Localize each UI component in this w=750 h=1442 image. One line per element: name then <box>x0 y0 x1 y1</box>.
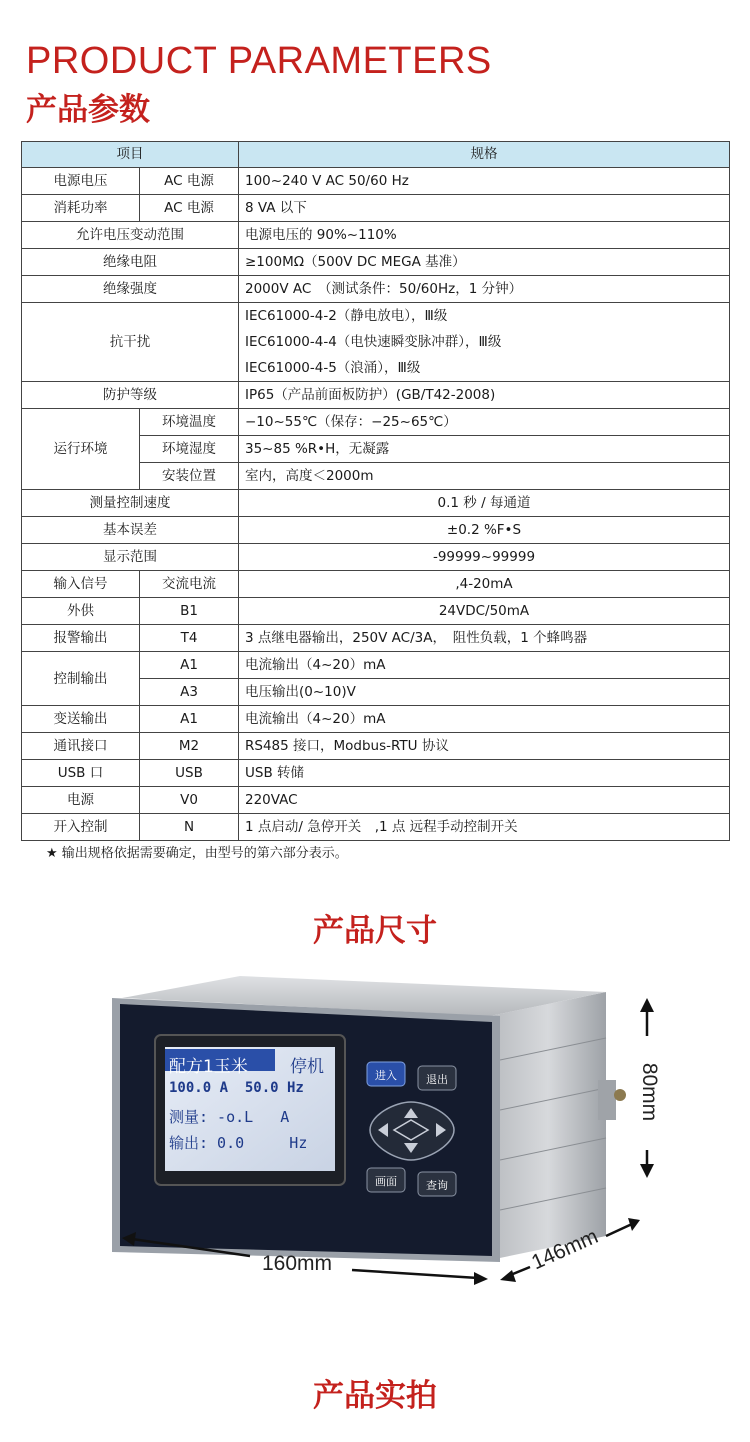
enter-button-label[interactable]: 进入 <box>375 1069 397 1082</box>
param-value: 电源电压的 90%~110% <box>239 222 730 249</box>
param-name: 通讯接口 <box>22 733 140 760</box>
param-value: IP65（产品前面板防护）(GB/T42-2008) <box>239 382 730 409</box>
exit-button-label[interactable]: 退出 <box>426 1073 448 1086</box>
param-name: USB 口 <box>22 760 140 787</box>
param-name: 控制输出 <box>22 652 140 706</box>
lcd-line1-left: 配方1玉米 <box>169 1057 248 1077</box>
param-value: 100~240 V AC 50/60 Hz <box>239 168 730 195</box>
arrow-down-icon <box>640 1164 654 1178</box>
param-name: 绝缘强度 <box>22 276 239 303</box>
param-value: 2000V AC （测试条件：50/60Hz，1 分钟） <box>239 276 730 303</box>
lcd-line2: 100.0 A 50.0 Hz <box>169 1080 304 1096</box>
param-value: ,4-20mA <box>239 571 730 598</box>
header-item: 项目 <box>22 142 239 168</box>
emc-line-1: IEC61000-4-2（静电放电），Ⅲ级 <box>245 308 448 324</box>
param-sub: T4 <box>140 625 239 652</box>
arrow-up-icon <box>640 998 654 1012</box>
arrow-right-icon <box>474 1272 488 1285</box>
param-value-multi <box>239 303 730 382</box>
param-name: 绝缘电阻 <box>22 249 239 276</box>
param-sub: AC 电源 <box>140 168 239 195</box>
param-value: 24VDC/50mA <box>239 598 730 625</box>
device-side <box>490 992 606 1260</box>
param-name: 报警输出 <box>22 625 140 652</box>
param-value: 电流输出（4~20）mA <box>239 652 730 679</box>
table-row <box>22 168 730 195</box>
table-row <box>22 382 730 409</box>
table-row <box>22 571 730 598</box>
param-name: 运行环境 <box>22 409 140 490</box>
param-value: 室内，高度＜2000m <box>239 463 730 490</box>
param-value: ≥100MΩ（500V DC MEGA 基准） <box>239 249 730 276</box>
table-row <box>22 195 730 222</box>
table-row <box>22 409 730 436</box>
param-name: 外供 <box>22 598 140 625</box>
table-row <box>22 303 730 382</box>
table-row <box>22 814 730 841</box>
param-name: 测量控制速度 <box>22 490 239 517</box>
param-name: 电源 <box>22 787 140 814</box>
param-value: 8 VA 以下 <box>239 195 730 222</box>
lcd-line3: 测量: -o.L A <box>169 1108 290 1126</box>
table-row <box>22 760 730 787</box>
screen-button-label[interactable]: 画面 <box>375 1175 397 1188</box>
param-value: -99999~99999 <box>239 544 730 571</box>
lcd-line4: 输出: 0.0 Hz <box>169 1134 308 1152</box>
product-illustration <box>0 970 750 1300</box>
param-name: 显示范围 <box>22 544 239 571</box>
depth-label: 146mm <box>528 1224 602 1275</box>
param-sub: A1 <box>140 652 239 679</box>
height-label: 80mm <box>638 1062 662 1122</box>
param-value: 35~85 %R•H，无凝露 <box>239 436 730 463</box>
param-name: 消耗功率 <box>22 195 140 222</box>
param-name: 防护等级 <box>22 382 239 409</box>
table-row <box>22 249 730 276</box>
clip-screw <box>614 1089 626 1101</box>
title-cn: 产品参数 <box>26 92 150 128</box>
param-value: −10~55℃（保存：−25~65℃） <box>239 409 730 436</box>
emc-line-3: IEC61000-4-5（浪涌），Ⅲ级 <box>245 360 421 376</box>
table-row <box>22 544 730 571</box>
param-name: 基本误差 <box>22 517 239 544</box>
emc-line-2: IEC61000-4-4（电快速瞬变脉冲群），Ⅲ级 <box>245 334 502 350</box>
footnote: ★ 输出规格依据需要确定，由型号的第六部分表示。 <box>46 846 348 861</box>
param-value: USB 转储 <box>239 760 730 787</box>
table-row <box>22 222 730 249</box>
param-value: RS485 接口，Modbus-RTU 协议 <box>239 733 730 760</box>
param-sub: B1 <box>140 598 239 625</box>
title-en: PRODUCT PARAMETERS <box>26 40 492 82</box>
param-value: 3 点继电器输出，250V AC/3A， 阻性负载，1 个蜂鸣器 <box>239 625 730 652</box>
param-value: ±0.2 %F•S <box>239 517 730 544</box>
param-value: 220VAC <box>239 787 730 814</box>
query-button-label[interactable]: 查询 <box>426 1179 448 1192</box>
param-value: 电压输出(0~10)V <box>239 679 730 706</box>
section-title-size: 产品尺寸 <box>313 913 437 949</box>
mounting-clip <box>598 1080 616 1120</box>
param-name: 电源电压 <box>22 168 140 195</box>
table-row <box>22 517 730 544</box>
table-row <box>22 625 730 652</box>
param-sub: USB <box>140 760 239 787</box>
arrow-depth-left-icon <box>500 1270 516 1282</box>
param-sub: N <box>140 814 239 841</box>
param-sub: M2 <box>140 733 239 760</box>
table-row <box>22 787 730 814</box>
table-row <box>22 652 730 679</box>
table-header-row <box>22 142 730 168</box>
table-row <box>22 733 730 760</box>
param-sub: 环境湿度 <box>140 436 239 463</box>
spec-table <box>21 141 730 841</box>
lcd-line1-right: 停机 <box>290 1057 324 1077</box>
param-sub: V0 <box>140 787 239 814</box>
param-sub: 交流电流 <box>140 571 239 598</box>
param-name: 抗干扰 <box>22 303 239 382</box>
param-name: 允许电压变动范围 <box>22 222 239 249</box>
table-row <box>22 276 730 303</box>
param-sub: A1 <box>140 706 239 733</box>
param-value: 0.1 秒 / 每通道 <box>239 490 730 517</box>
device-svg <box>0 970 750 1300</box>
param-sub: 安装位置 <box>140 463 239 490</box>
param-name: 输入信号 <box>22 571 140 598</box>
param-sub: A3 <box>140 679 239 706</box>
param-name: 变送输出 <box>22 706 140 733</box>
table-row <box>22 490 730 517</box>
header-spec: 规格 <box>239 142 730 168</box>
section-title-photo: 产品实拍 <box>313 1378 437 1414</box>
param-sub: 环境温度 <box>140 409 239 436</box>
param-sub: AC 电源 <box>140 195 239 222</box>
param-value: 电流输出（4~20）mA <box>239 706 730 733</box>
table-row <box>22 598 730 625</box>
param-value: 1 点启动/ 急停开关 ,1 点 远程手动控制开关 <box>239 814 730 841</box>
table-row <box>22 706 730 733</box>
param-name: 开入控制 <box>22 814 140 841</box>
width-label: 160mm <box>262 1252 333 1275</box>
